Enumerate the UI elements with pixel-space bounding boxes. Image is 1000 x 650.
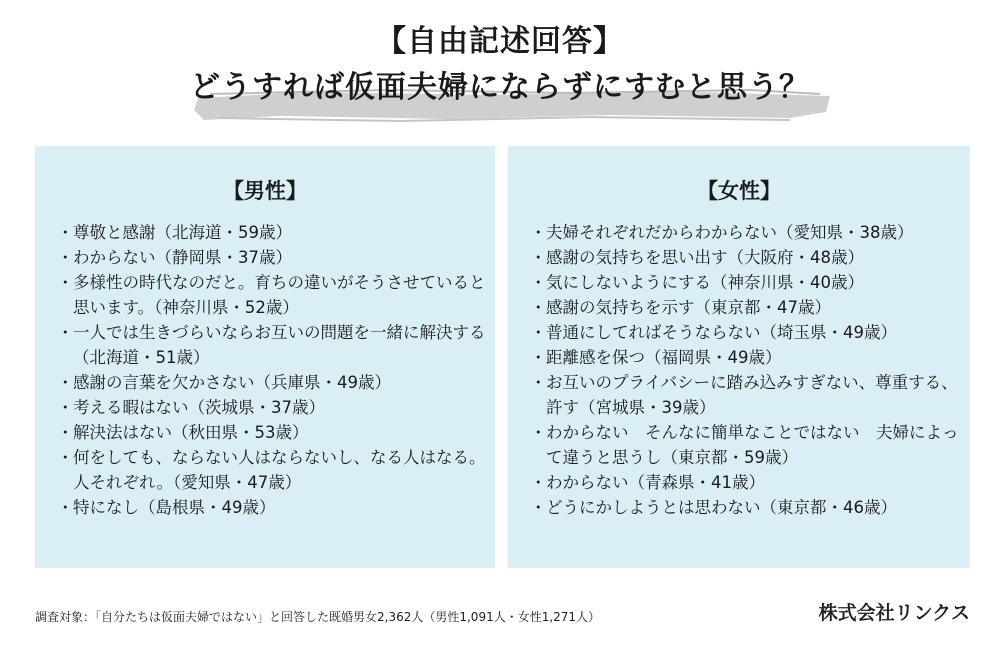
bullet: ・ (57, 248, 74, 267)
answer-text: わからない（青森県・41歳） (546, 473, 765, 492)
answer-text: 気にしないようにする（神奈川県・40歳） (546, 273, 864, 292)
male-answer-item (57, 420, 495, 445)
male-answer-item (57, 370, 495, 395)
male-answer-item (57, 245, 495, 270)
male-answer-list (35, 220, 495, 520)
female-answer-item (530, 220, 970, 245)
bullet: ・ (530, 298, 547, 317)
answer-text: 多様性の時代なのだと。育ちの違いがそうさせていると思います。（神奈川県・52歳） (73, 273, 486, 317)
female-answer-item (530, 495, 970, 520)
answer-text: 普通にしてればそうならない（埼玉県・49歳） (546, 323, 897, 342)
female-panel (508, 146, 970, 568)
male-answer-item (57, 220, 495, 245)
answer-text: 距離感を保つ（福岡県・49歳） (546, 348, 782, 367)
company-name: 株式会社リンクス (818, 602, 970, 624)
female-answer-item (530, 295, 970, 320)
female-answer-item (530, 345, 970, 370)
bullet: ・ (530, 348, 547, 367)
female-answer-item (530, 320, 970, 345)
answer-text: わからない そんなに簡単なことではない 夫婦によって違うと思うし（東京都・59歳） (546, 423, 959, 467)
survey-note: 調査対象：「自分たちは仮面夫婦ではない」と回答した既婚男女2,362人（男性1,091人・女性1,271人） (35, 610, 601, 624)
male-answer-item (57, 270, 495, 320)
bullet: ・ (530, 248, 547, 267)
answer-text: 一人では生きづらいならお互いの問題を一緒に解決する（北海道・51歳） (73, 323, 486, 367)
female-heading: 【女性】 (697, 179, 781, 203)
answer-text: 感謝の言葉を欠かさない（兵庫県・49歳） (73, 373, 391, 392)
male-panel (35, 146, 495, 568)
female-answer-item (530, 245, 970, 270)
bullet: ・ (530, 273, 547, 292)
male-answer-item (57, 395, 495, 420)
answer-text: 何をしても、ならない人はならないし、なる人はなる。人それぞれ。（愛知県・47歳） (73, 448, 486, 492)
answer-text: わからない（静岡県・37歳） (73, 248, 292, 267)
answer-text: 感謝の気持ちを思い出す（大阪府・48歳） (546, 248, 864, 267)
male-answer-item (57, 445, 495, 495)
bullet: ・ (57, 323, 74, 342)
answer-text: どうにかしようとは思わない（東京都・46歳） (546, 498, 897, 517)
bullet: ・ (57, 373, 74, 392)
subtitle-wrap (190, 66, 810, 110)
bullet: ・ (530, 373, 547, 392)
bullet: ・ (530, 323, 547, 342)
answer-text: 解決法はない（秋田県・53歳） (73, 423, 309, 442)
female-answer-item (530, 370, 970, 420)
bullet: ・ (530, 473, 547, 492)
bullet: ・ (57, 423, 74, 442)
female-answer-list (508, 220, 970, 520)
bullet: ・ (530, 223, 547, 242)
answer-text: お互いのプライバシーに踏み込みすぎない、尊重する、許す（宮城県・39歳） (546, 373, 958, 417)
bullet: ・ (57, 273, 74, 292)
bullet: ・ (57, 398, 74, 417)
answer-text: 特になし（島根県・49歳） (73, 498, 276, 517)
male-answer-item (57, 495, 495, 520)
bullet: ・ (57, 223, 74, 242)
answer-text: 考える暇はない（茨城県・37歳） (73, 398, 325, 417)
bullet: ・ (530, 498, 547, 517)
male-answer-item (57, 320, 495, 370)
female-answer-item (530, 420, 970, 470)
bullet: ・ (57, 448, 74, 467)
page-subtitle: どうすれば仮面夫婦にならずにすむと思う？ (190, 70, 810, 105)
title-block (0, 22, 1000, 110)
answer-text: 尊敬と感謝（北海道・59歳） (73, 223, 292, 242)
answer-text: 夫婦それぞれだからわからない（愛知県・38歳） (546, 223, 914, 242)
female-answer-item (530, 270, 970, 295)
female-answer-item (530, 470, 970, 495)
page-title: 【自由記述回答】 (376, 24, 624, 59)
answer-text: 感謝の気持ちを示す（東京都・47歳） (546, 298, 831, 317)
bullet: ・ (57, 498, 74, 517)
bullet: ・ (530, 423, 547, 442)
male-heading: 【男性】 (223, 179, 307, 203)
